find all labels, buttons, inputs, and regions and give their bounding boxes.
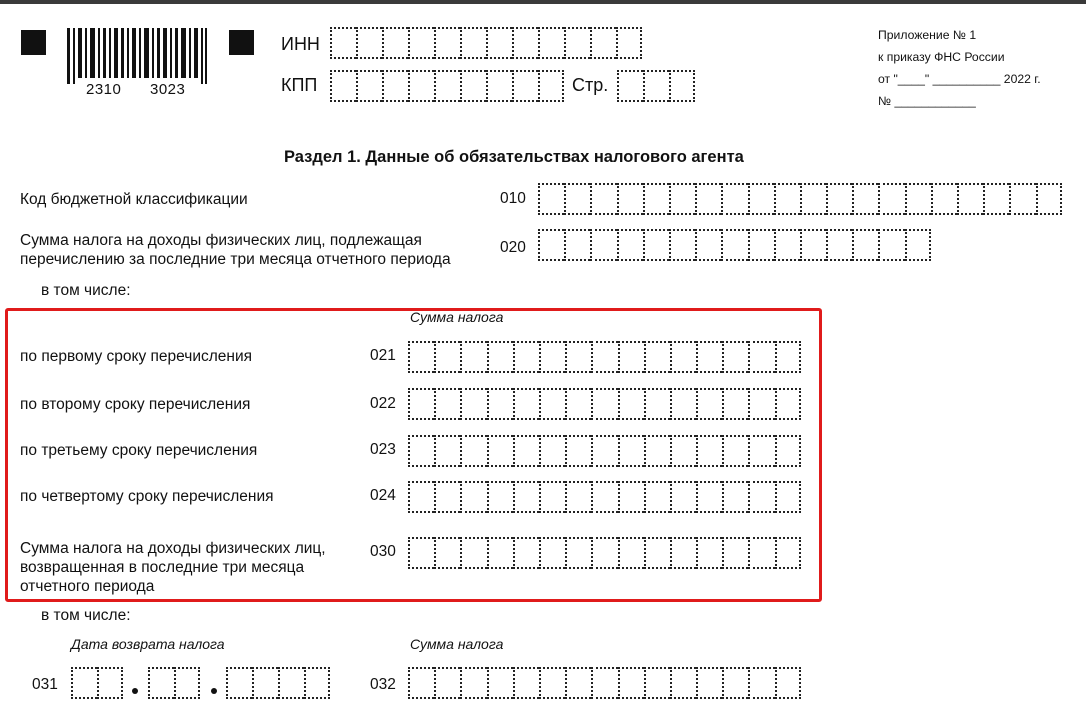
barcode-bar	[90, 28, 95, 78]
char-cell[interactable]	[644, 667, 670, 699]
char-cell[interactable]	[617, 229, 643, 261]
page-number-field[interactable]	[617, 70, 695, 102]
char-cell[interactable]	[669, 70, 695, 102]
char-cell[interactable]	[590, 27, 616, 59]
char-cell[interactable]	[983, 183, 1009, 215]
return-date-header: Дата возврата налога	[71, 636, 225, 652]
char-cell[interactable]	[434, 537, 460, 569]
char-cell[interactable]	[748, 388, 774, 420]
barcode-bar	[201, 28, 203, 84]
char-cell[interactable]	[618, 537, 644, 569]
char-cell[interactable]	[564, 27, 590, 59]
char-cell[interactable]	[278, 667, 304, 699]
char-cell[interactable]	[487, 435, 513, 467]
char-cell[interactable]	[774, 183, 800, 215]
barcode-bar	[121, 28, 124, 78]
row-022-code: 022	[370, 395, 396, 412]
char-cell[interactable]	[644, 388, 670, 420]
registration-marker-right	[229, 30, 254, 55]
char-cell[interactable]	[330, 27, 356, 59]
row-023-field[interactable]	[408, 435, 801, 467]
including-label-1: в том числе:	[41, 282, 131, 299]
row-021-code: 021	[370, 347, 396, 364]
char-cell[interactable]	[591, 667, 617, 699]
char-cell[interactable]	[669, 229, 695, 261]
inn-field[interactable]	[330, 27, 642, 59]
char-cell[interactable]	[565, 667, 591, 699]
char-cell[interactable]	[591, 537, 617, 569]
char-cell[interactable]	[487, 388, 513, 420]
char-cell[interactable]	[722, 388, 748, 420]
char-cell[interactable]	[670, 667, 696, 699]
char-cell[interactable]	[696, 435, 722, 467]
char-cell[interactable]	[486, 27, 512, 59]
row-023-label: по третьему сроку перечисления	[20, 442, 258, 459]
date-separator-dot	[211, 688, 217, 694]
char-cell[interactable]	[800, 183, 826, 215]
char-cell[interactable]	[748, 435, 774, 467]
char-cell[interactable]	[617, 183, 643, 215]
char-cell[interactable]	[748, 537, 774, 569]
barcode-bar	[78, 28, 82, 78]
char-cell[interactable]	[460, 27, 486, 59]
char-cell[interactable]	[513, 537, 539, 569]
char-cell[interactable]	[408, 481, 434, 513]
tax-amount-header: Сумма налога	[410, 309, 504, 325]
barcode-bar	[157, 28, 160, 78]
char-cell[interactable]	[434, 481, 460, 513]
char-cell[interactable]	[434, 341, 460, 373]
char-cell[interactable]	[460, 341, 486, 373]
barcode-bar	[170, 28, 172, 78]
char-cell[interactable]	[695, 229, 721, 261]
char-cell[interactable]	[905, 183, 931, 215]
date-separator-dot	[132, 688, 138, 694]
char-cell[interactable]	[721, 183, 747, 215]
char-cell[interactable]	[644, 435, 670, 467]
barcode-number-right: 3023	[150, 81, 186, 98]
row-031-year-field[interactable]	[226, 667, 330, 699]
row-031-day-field[interactable]	[71, 667, 123, 699]
registration-marker-left	[21, 30, 46, 55]
char-cell[interactable]	[408, 388, 434, 420]
row-022-label: по второму сроку перечисления	[20, 396, 251, 413]
char-cell[interactable]	[460, 667, 486, 699]
appendix-block	[878, 24, 1041, 112]
char-cell[interactable]	[775, 537, 801, 569]
row-030-field[interactable]	[408, 537, 801, 569]
char-cell[interactable]	[800, 229, 826, 261]
row-030-label	[20, 539, 326, 596]
char-cell[interactable]	[460, 435, 486, 467]
appendix-line-2: к приказу ФНС России	[878, 50, 1005, 64]
char-cell[interactable]	[643, 183, 669, 215]
barcode-bar	[132, 28, 136, 78]
char-cell[interactable]	[826, 183, 852, 215]
barcode-bar	[109, 28, 111, 78]
char-cell[interactable]	[775, 435, 801, 467]
row-031-code: 031	[32, 676, 58, 693]
row-023-code: 023	[370, 441, 396, 458]
char-cell[interactable]	[852, 183, 878, 215]
char-cell[interactable]	[591, 388, 617, 420]
char-cell[interactable]	[644, 341, 670, 373]
char-cell[interactable]	[775, 667, 801, 699]
char-cell[interactable]	[748, 481, 774, 513]
row-030-code: 030	[370, 543, 396, 560]
char-cell[interactable]	[670, 435, 696, 467]
char-cell[interactable]	[148, 667, 174, 699]
char-cell[interactable]	[513, 667, 539, 699]
char-cell[interactable]	[460, 388, 486, 420]
char-cell[interactable]	[775, 481, 801, 513]
char-cell[interactable]	[565, 537, 591, 569]
char-cell[interactable]	[695, 183, 721, 215]
char-cell[interactable]	[722, 435, 748, 467]
row-024-field[interactable]	[408, 481, 801, 513]
char-cell[interactable]	[644, 537, 670, 569]
row-021-field[interactable]	[408, 341, 801, 373]
top-bar	[0, 0, 1086, 4]
char-cell[interactable]	[957, 183, 983, 215]
appendix-line-3: от "____" __________ 2022 г.	[878, 72, 1041, 86]
row-010-code: 010	[500, 190, 526, 207]
char-cell[interactable]	[174, 667, 200, 699]
char-cell[interactable]	[487, 537, 513, 569]
char-cell[interactable]	[564, 229, 590, 261]
char-cell[interactable]	[382, 70, 408, 102]
row-022-field[interactable]	[408, 388, 801, 420]
char-cell[interactable]	[252, 667, 278, 699]
char-cell[interactable]	[1009, 183, 1035, 215]
char-cell[interactable]	[434, 27, 460, 59]
row-010-field[interactable]	[538, 183, 1062, 215]
char-cell[interactable]	[512, 70, 538, 102]
char-cell[interactable]	[408, 70, 434, 102]
char-cell[interactable]	[539, 537, 565, 569]
char-cell[interactable]	[775, 341, 801, 373]
char-cell[interactable]	[382, 27, 408, 59]
char-cell[interactable]	[513, 481, 539, 513]
char-cell[interactable]	[71, 667, 97, 699]
barcode	[67, 28, 207, 84]
char-cell[interactable]	[748, 341, 774, 373]
barcode-bar	[181, 28, 186, 78]
including-label-2: в том числе:	[41, 607, 131, 624]
barcode-bar	[175, 28, 178, 78]
char-cell[interactable]	[722, 537, 748, 569]
char-cell[interactable]	[618, 341, 644, 373]
row-030-label-line-3: отчетного периода	[20, 578, 155, 595]
char-cell[interactable]	[434, 667, 460, 699]
row-021-label: по первому сроку перечисления	[20, 348, 253, 365]
row-024-code: 024	[370, 487, 396, 504]
char-cell[interactable]	[539, 388, 565, 420]
barcode-bar	[67, 28, 70, 84]
char-cell[interactable]	[644, 481, 670, 513]
char-cell[interactable]	[618, 481, 644, 513]
char-cell[interactable]	[722, 481, 748, 513]
row-032-code: 032	[370, 676, 396, 693]
char-cell[interactable]	[487, 481, 513, 513]
char-cell[interactable]	[460, 70, 486, 102]
barcode-bar	[127, 28, 129, 78]
row-010-label: Код бюджетной классификации	[20, 191, 248, 208]
char-cell[interactable]	[1036, 183, 1062, 215]
char-cell[interactable]	[748, 229, 774, 261]
char-cell[interactable]	[748, 667, 774, 699]
char-cell[interactable]	[434, 388, 460, 420]
barcode-bar	[152, 28, 154, 78]
char-cell[interactable]	[408, 537, 434, 569]
char-cell[interactable]	[669, 183, 695, 215]
char-cell[interactable]	[591, 481, 617, 513]
char-cell[interactable]	[696, 481, 722, 513]
char-cell[interactable]	[722, 341, 748, 373]
char-cell[interactable]	[539, 481, 565, 513]
barcode-bar	[194, 28, 198, 78]
row-020-label-line-1: Сумма налога на доходы физических лиц, подлежащая	[20, 232, 422, 249]
char-cell[interactable]	[564, 183, 590, 215]
char-cell[interactable]	[905, 229, 931, 261]
char-cell[interactable]	[878, 183, 904, 215]
char-cell[interactable]	[775, 388, 801, 420]
char-cell[interactable]	[538, 229, 564, 261]
char-cell[interactable]	[304, 667, 330, 699]
kpp-field[interactable]	[330, 70, 564, 102]
char-cell[interactable]	[774, 229, 800, 261]
char-cell[interactable]	[565, 481, 591, 513]
row-020-field[interactable]	[538, 229, 931, 261]
char-cell[interactable]	[670, 341, 696, 373]
char-cell[interactable]	[408, 667, 434, 699]
char-cell[interactable]	[487, 667, 513, 699]
char-cell[interactable]	[748, 183, 774, 215]
char-cell[interactable]	[696, 537, 722, 569]
char-cell[interactable]	[617, 70, 643, 102]
char-cell[interactable]	[590, 183, 616, 215]
barcode-number-left: 2310	[86, 81, 122, 98]
barcode-bar	[189, 28, 191, 78]
char-cell[interactable]	[460, 481, 486, 513]
char-cell[interactable]	[565, 435, 591, 467]
char-cell[interactable]	[826, 229, 852, 261]
row-020-label	[20, 231, 451, 269]
char-cell[interactable]	[616, 27, 642, 59]
char-cell[interactable]	[590, 229, 616, 261]
char-cell[interactable]	[539, 435, 565, 467]
char-cell[interactable]	[643, 229, 669, 261]
char-cell[interactable]	[618, 435, 644, 467]
barcode-bar	[205, 28, 207, 84]
char-cell[interactable]	[434, 435, 460, 467]
inn-label: ИНН	[281, 34, 320, 54]
char-cell[interactable]	[696, 667, 722, 699]
barcode-bar	[114, 28, 118, 78]
row-030-label-line-1: Сумма налога на доходы физических лиц,	[20, 540, 326, 557]
appendix-line-1: Приложение № 1	[878, 28, 977, 42]
char-cell[interactable]	[356, 27, 382, 59]
char-cell[interactable]	[721, 229, 747, 261]
char-cell[interactable]	[618, 667, 644, 699]
char-cell[interactable]	[408, 27, 434, 59]
char-cell[interactable]	[670, 481, 696, 513]
kpp-label: КПП	[281, 75, 318, 95]
char-cell[interactable]	[408, 435, 434, 467]
char-cell[interactable]	[513, 435, 539, 467]
char-cell[interactable]	[487, 341, 513, 373]
char-cell[interactable]	[538, 183, 564, 215]
row-020-code: 020	[500, 239, 526, 256]
char-cell[interactable]	[696, 341, 722, 373]
char-cell[interactable]	[330, 70, 356, 102]
char-cell[interactable]	[97, 667, 123, 699]
char-cell[interactable]	[643, 70, 669, 102]
char-cell[interactable]	[408, 341, 434, 373]
char-cell[interactable]	[513, 341, 539, 373]
char-cell[interactable]	[513, 388, 539, 420]
char-cell[interactable]	[538, 27, 564, 59]
char-cell[interactable]	[538, 70, 564, 102]
barcode-bar	[139, 28, 141, 78]
row-024-label: по четвертому сроку перечисления	[20, 488, 274, 505]
row-020-label-line-2: перечислению за последние три месяца отчетного периода	[20, 251, 451, 268]
char-cell[interactable]	[539, 341, 565, 373]
row-030-label-line-2: возвращенная в последние три месяца	[20, 559, 305, 576]
char-cell[interactable]	[565, 388, 591, 420]
row-032-field[interactable]	[408, 667, 801, 699]
char-cell[interactable]	[852, 229, 878, 261]
tax-amount-header-2: Сумма налога	[410, 636, 504, 652]
page-label: Стр.	[572, 75, 609, 95]
row-031-month-field[interactable]	[148, 667, 200, 699]
barcode-bar	[85, 28, 87, 78]
barcode-bar	[163, 28, 167, 78]
char-cell[interactable]	[670, 388, 696, 420]
barcode-bar	[144, 28, 149, 78]
char-cell[interactable]	[878, 229, 904, 261]
char-cell[interactable]	[670, 537, 696, 569]
char-cell[interactable]	[226, 667, 252, 699]
char-cell[interactable]	[618, 388, 644, 420]
barcode-bar	[98, 28, 100, 78]
char-cell[interactable]	[591, 435, 617, 467]
section-title: Раздел 1. Данные об обязательствах налогового агента	[284, 148, 744, 166]
appendix-line-4: № ____________	[878, 94, 976, 108]
char-cell[interactable]	[931, 183, 957, 215]
char-cell[interactable]	[565, 341, 591, 373]
char-cell[interactable]	[486, 70, 512, 102]
barcode-bar	[73, 28, 75, 84]
char-cell[interactable]	[591, 341, 617, 373]
barcode-bar	[103, 28, 106, 78]
char-cell[interactable]	[460, 537, 486, 569]
char-cell[interactable]	[512, 27, 538, 59]
char-cell[interactable]	[434, 70, 460, 102]
char-cell[interactable]	[356, 70, 382, 102]
char-cell[interactable]	[539, 667, 565, 699]
char-cell[interactable]	[696, 388, 722, 420]
char-cell[interactable]	[722, 667, 748, 699]
